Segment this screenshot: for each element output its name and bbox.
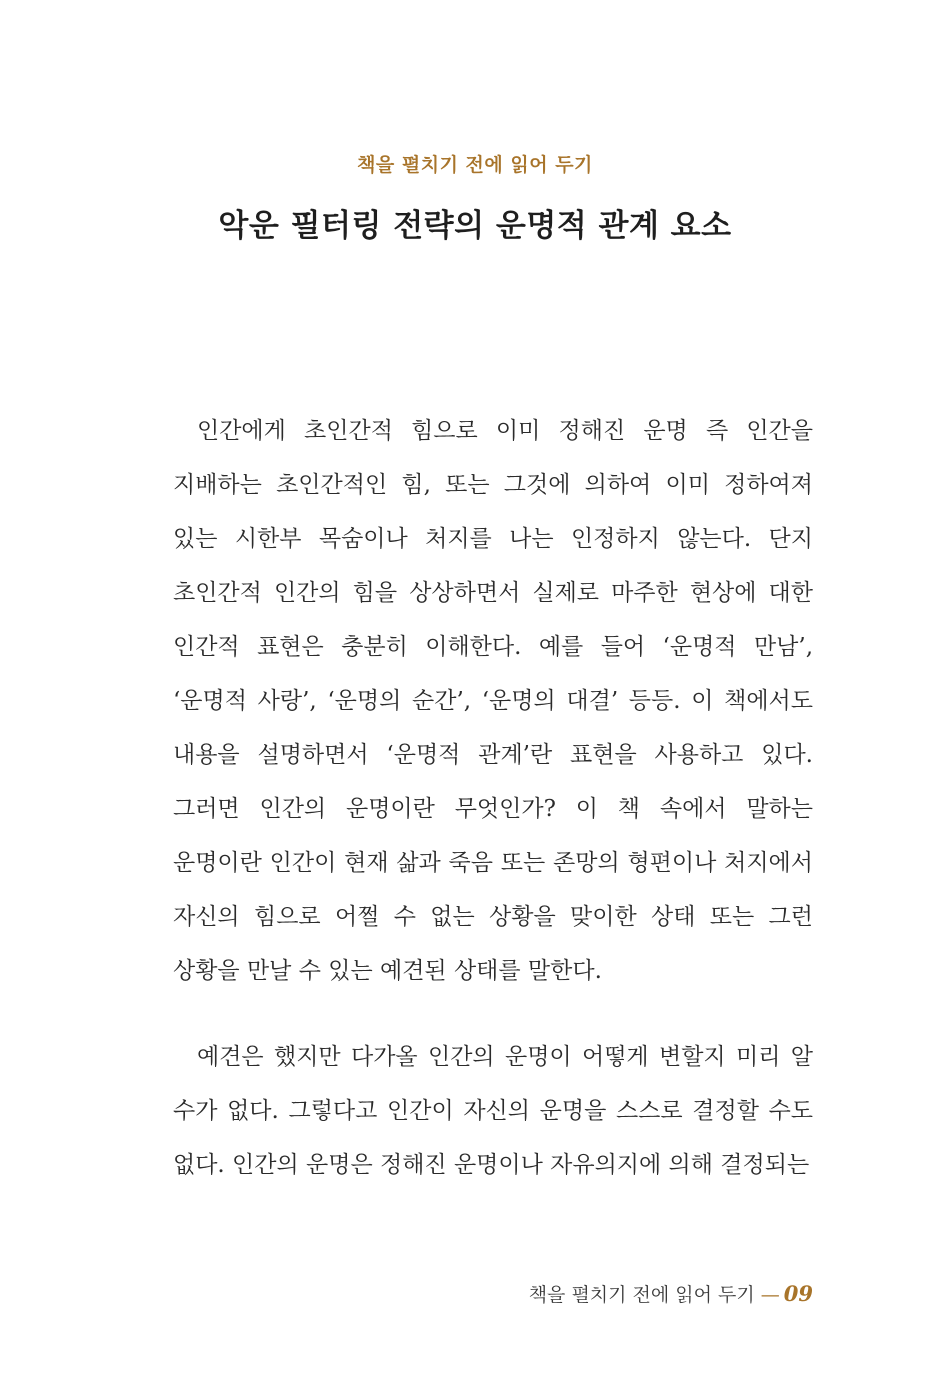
body-paragraph-2: 예견은 했지만 다가올 인간의 운명이 어떻게 변할지 미리 알 수가 없다. 그렇다고 인간이 자신의 운명을 스스로 결정할 수도 없다. 인간의 운명은 정해진 운명이나 자유의지에 의해 결정되는 [173, 1044, 813, 1178]
page-footer [529, 1280, 813, 1307]
page-title: 악운 필터링 전략의 운명적 관계 요소 [218, 208, 732, 244]
section-kicker: 책을 펼치기 전에 읽어 두기 [357, 154, 593, 176]
footer-separator: — [760, 1284, 780, 1306]
body-paragraph-1: 인간에게 초인간적 힘으로 이미 정해진 운명 즉 인간을 지배하는 초인간적인 힘, 또는 그것에 의하여 이미 정하여져 있는 시한부 목숨이나 처지를 나는 인정하지 않는다. 단지 초인간적 인간의 힘을 상상하면서 실제로 마주한 현상에 대한 인간적 표현은 충분히 이해한다. 예를 들어 ‘운명적 만남’, ‘운명적 사랑’, ‘운명의 순간’, ‘운명의 대결’ 등등. 이 책에서도 내용을 설명하면서 ‘운명적 관계’란 표현을 사용하고 있다. 그러면 인간의 운명이란 무엇인가? 이 책 속에서 말하는 운명이란 인간이 현재 삶과 죽음 또는 존망의 형편이나 처지에서 자신의 힘으로 어쩔 수 없는 상황을 맞이한 상태 또는 그런 상황을 만날 수 있는 예견된 상태를 말한다. [173, 418, 813, 984]
page-number: 09 [783, 1281, 813, 1306]
footer-running-title: 책을 펼치기 전에 읽어 두기 [528, 1284, 755, 1306]
